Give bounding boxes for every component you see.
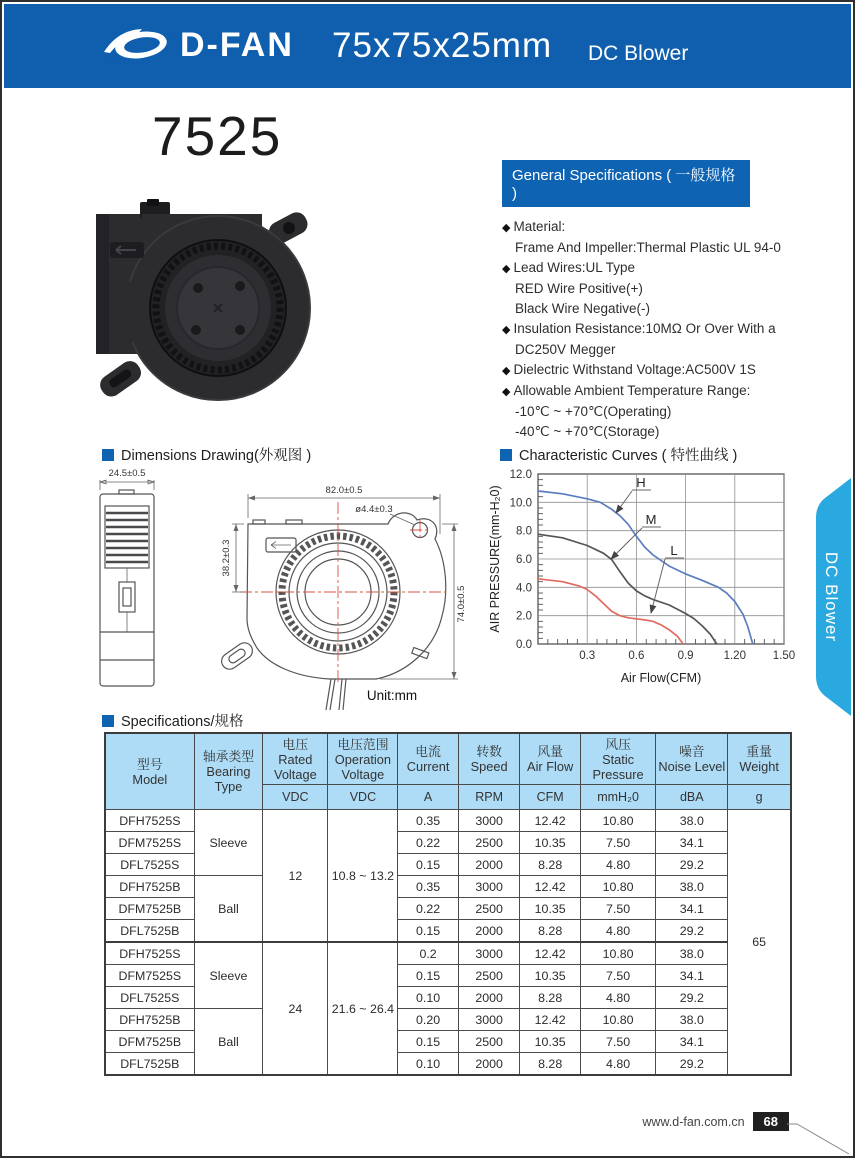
spec-item: DC250V Megger [515,342,616,357]
spec-item: RED Wire Positive(+) [515,281,643,296]
section-bullet-icon [102,715,114,727]
curves-section-title: Characteristic Curves ( 特性曲线 ) [500,444,737,465]
side-tab-label: DC Blower [822,551,841,643]
section-bullet-icon [500,449,512,461]
page-number-badge: 68 [753,1112,789,1131]
y-axis-title: AIR PRESSURE(mm-H₂0) [488,485,502,633]
product-size: 75x75x25mm [332,26,553,65]
col-bearing: 轴承类型 Bearing Type [194,733,263,810]
svg-text:8.0: 8.0 [516,525,532,538]
svg-text:0.9: 0.9 [677,650,694,662]
table-row: DFM7525B 0.15 2500 10.35 7.50 34.1 [105,1031,791,1053]
spec-item: ◆ Material: [502,217,807,238]
product-photo [90,182,318,424]
table-row: DFL7525B 0.15 2000 8.28 4.80 29.2 [105,920,791,943]
svg-text:H: H [636,475,646,490]
spec-item: ◆ Insulation Resistance:10MΩ Or Over With a [502,319,807,340]
col-static-pressure: 风压 Static Pressure [580,733,655,785]
spec-item: ◆ Lead Wires:UL Type [502,258,807,279]
footer-corner-line [787,1116,851,1156]
col-current: 电流 Current [398,733,458,785]
table-row: DFH7525B Ball 0.20 3000 12.42 10.80 38.0 [105,1009,791,1031]
section-bullet-icon [102,449,114,461]
dimensions-section-title: Dimensions Drawing(外观图 ) [102,444,311,465]
specifications-table [104,732,792,1076]
svg-text:M: M [645,512,657,527]
svg-text:0.3: 0.3 [579,650,596,662]
website-url: www.d-fan.com.cn [642,1114,745,1129]
table-row: DFL7525B 0.10 2000 8.28 4.80 29.2 [105,1053,791,1076]
brand-logo [102,22,294,68]
table-row: DFL7525S 0.15 2000 8.28 4.80 29.2 [105,854,791,876]
col-model: 型号 Model [105,733,194,810]
svg-text:0.6: 0.6 [628,650,645,662]
header-bar [4,4,851,88]
spec-item: ◆ Dielectric Withstand Voltage:AC500V 1S [502,360,807,381]
col-noise: 噪音 Noise Level [656,733,728,785]
characteristic-curves-chart [488,460,800,700]
svg-text:1.20: 1.20 [723,650,746,662]
svg-text:L: L [670,543,678,558]
page-side-tab [805,478,851,716]
table-header-row [105,733,791,785]
col-rated-voltage: 电压 Rated Voltage [263,733,328,785]
spec-item: -40℃ ~ +70℃(Storage) [515,424,660,439]
table-row: DFL7525S 0.10 2000 8.28 4.80 29.2 [105,987,791,1009]
specifications-section-title: Specifications/规格 [102,710,244,731]
col-weight: 重量 Weight [728,733,791,785]
svg-text:74.0±0.5: 74.0±0.5 [456,585,467,623]
table-row: DFM7525B 0.22 2500 10.35 7.50 34.1 [105,898,791,920]
table-row: DFH7525S Sleeve 12 10.8 ~ 13.2 0.35 3000 12.42 10.80 38.0 65 [105,810,791,832]
general-specs-section [502,160,807,442]
svg-text:10.0: 10.0 [509,497,532,510]
svg-text:4.0: 4.0 [516,582,532,595]
table-units-row: VDC VDC A RPM CFM mmH₂0 dBA g [105,785,791,810]
svg-text:24.5±0.5: 24.5±0.5 [108,468,146,479]
svg-text:1.50: 1.50 [772,650,796,662]
unit-label: Unit:mm [366,688,418,703]
svg-text:6.0: 6.0 [516,554,532,566]
spec-item: ◆ Allowable Ambient Temperature Range: [502,381,807,402]
col-airflow: 风量 Air Flow [520,733,580,785]
fan-swirl-icon [102,22,174,68]
dimensions-drawing [90,464,488,712]
table-row: DFM7525S 0.15 2500 10.35 7.50 34.1 [105,965,791,987]
svg-text:82.0±0.5: 82.0±0.5 [325,485,363,496]
table-row: DFH7525B Ball 0.35 3000 12.42 10.80 38.0 [105,876,791,898]
svg-text:0.0: 0.0 [516,639,532,651]
col-speed: 转数 Speed [458,733,520,785]
spec-item: -10℃ ~ +70℃(Operating) [515,404,672,419]
brand-name: D-FAN [180,25,294,64]
general-specs-list [502,217,807,442]
svg-text:2.0: 2.0 [516,610,532,623]
model-number: 7525 [152,105,283,167]
product-type: DC Blower [588,42,689,65]
spec-item: Black Wire Negative(-) [515,301,651,316]
x-axis-title: Air Flow(CFM) [620,671,702,685]
general-specs-title: General Specifications ( 一般规格 ) [502,160,750,207]
svg-text:ø4.4±0.3: ø4.4±0.3 [355,504,393,515]
svg-text:12.0: 12.0 [509,469,532,481]
spec-item: Frame And Impeller:Thermal Plastic UL 94-0 [515,240,781,255]
table-row: DFM7525S 0.22 2500 10.35 7.50 34.1 [105,832,791,854]
table-row: DFH7525S Sleeve 24 21.6 ~ 26.4 0.2 3000 12.42 10.80 38.0 [105,942,791,965]
page-footer [642,1112,789,1131]
col-operation-voltage: 电压范围 Operation Voltage [328,733,398,785]
svg-text:38.2±0.3: 38.2±0.3 [221,539,232,577]
